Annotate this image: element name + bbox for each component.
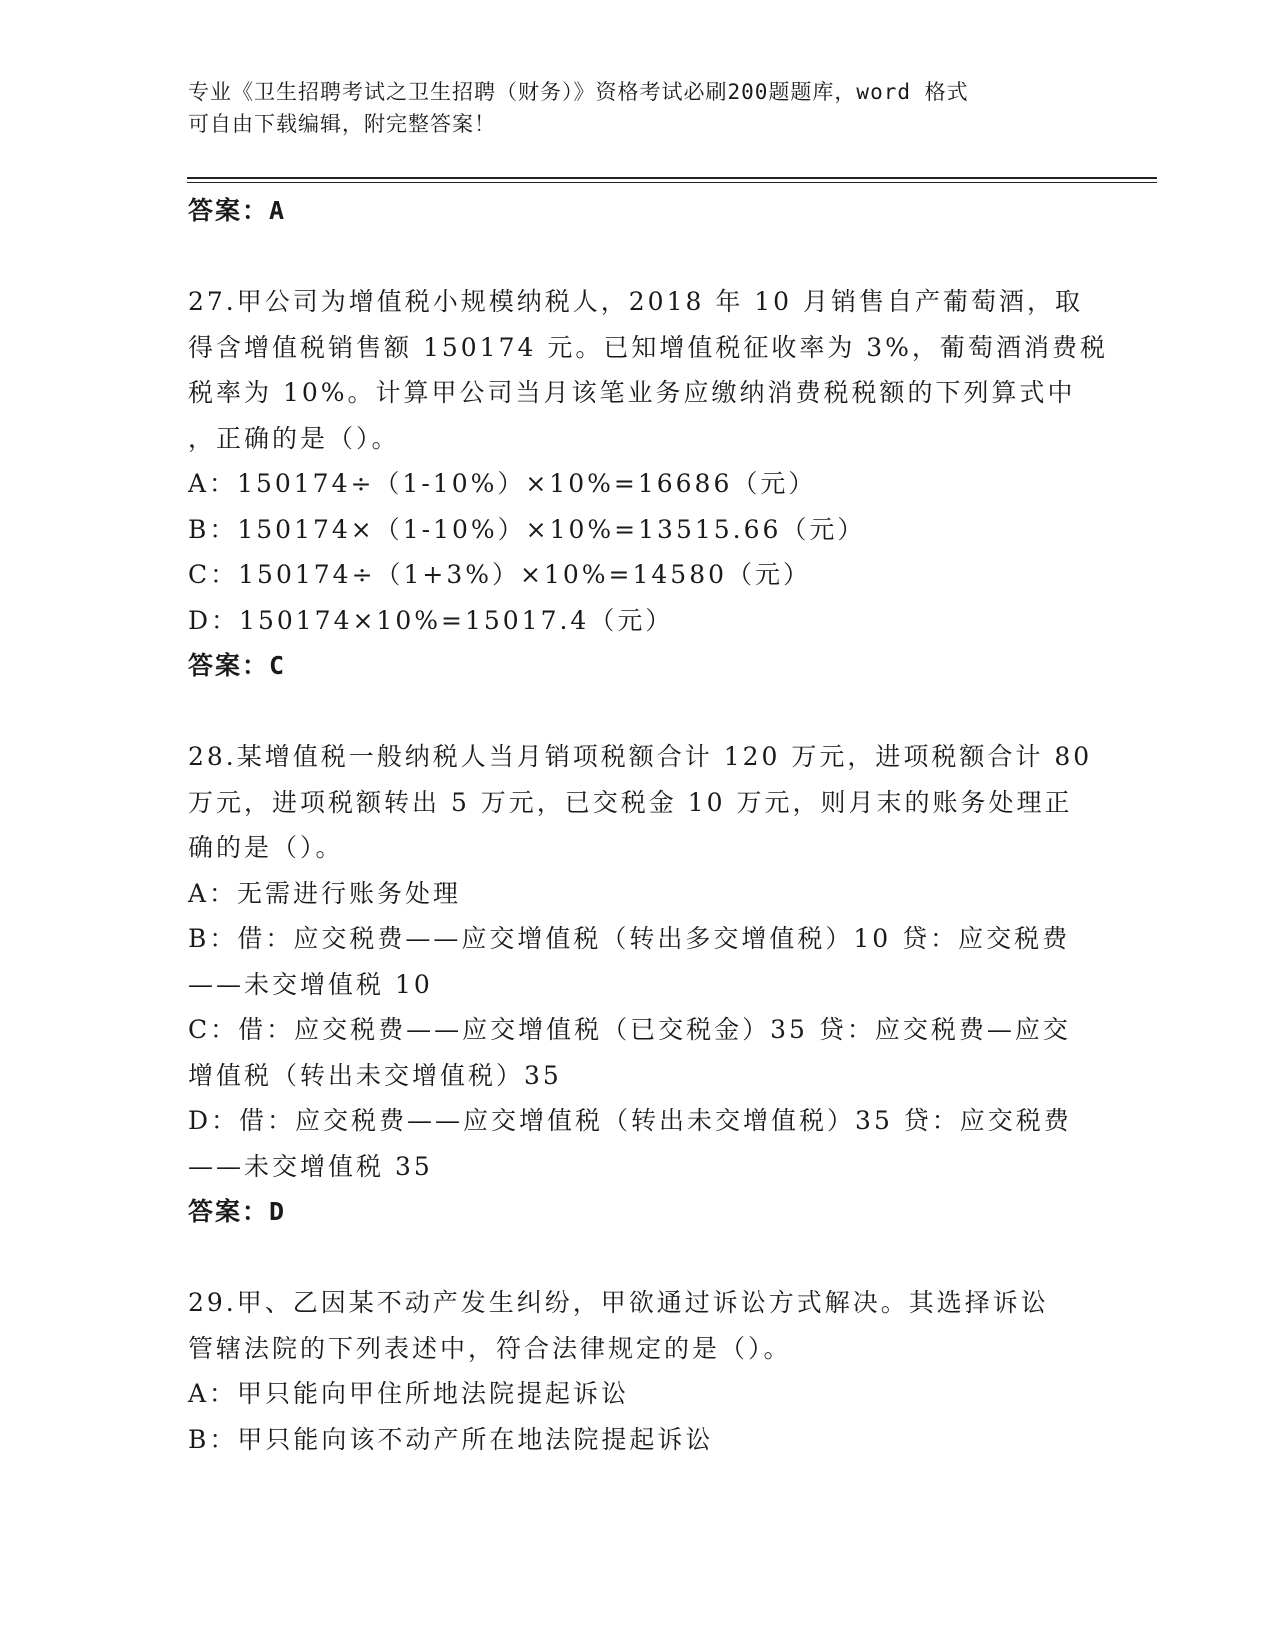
- answer-26: 答案：A: [188, 196, 287, 225]
- question-27-stem-line: 27.甲公司为增值税小规模纳税人，2018 年 10 月销售自产葡萄酒，取: [188, 287, 1084, 316]
- question-28-stem-line: 28.某增值税一般纳税人当月销项税额合计 120 万元，进项税额合计 80: [188, 742, 1093, 771]
- question-27-option-b: B：150174×（1-10%）×10%=13515.66（元）: [188, 514, 866, 544]
- question-29-option-b: B：甲只能向该不动产所在地法院提起诉讼: [188, 1424, 714, 1454]
- question-29-option-a: A：甲只能向甲住所地法院提起诉讼: [188, 1379, 630, 1408]
- question-27: [188, 279, 1108, 689]
- answer-27: 答案：C: [188, 651, 287, 680]
- question-27-stem-line: 得含增值税销售额 150174 元。已知增值税征收率为 3%，葡萄酒消费税: [188, 332, 1108, 362]
- question-28-option-b: B：借：应交税费——应交增值税（转出多交增值税）10 贷：应交税费: [188, 924, 1071, 953]
- question-28-option-a: A：无需进行账务处理: [188, 878, 462, 908]
- answer-28: 答案：D: [188, 1197, 287, 1226]
- question-28-stem-line: 万元，进项税额转出 5 万元，已交税金 10 万元，则月末的账务处理正: [188, 787, 1073, 817]
- question-29-stem-line: 29.甲、乙因某不动产发生纠纷，甲欲通过诉讼方式解决。其选择诉讼: [188, 1288, 1049, 1317]
- question-28: [188, 734, 1093, 1235]
- spacer: [188, 1235, 1088, 1281]
- question-27-option-c: C：150174÷（1+3%）×10%=14580（元）: [188, 560, 812, 589]
- question-27-option-a: A：150174÷（1-10%）×10%=16686（元）: [188, 469, 817, 498]
- question-29-stem-line: 管辖法院的下列表述中，符合法律规定的是（）。: [188, 1333, 792, 1363]
- question-28-option-c-cont: 增值税（转出未交增值税）35: [188, 1060, 562, 1090]
- question-28-option-c: C：借：应交税费——应交增值税（已交税金）35 贷：应交税费—应交: [188, 1015, 1071, 1044]
- header-divider-thick: [187, 177, 1157, 179]
- document-header: [188, 76, 1068, 140]
- question-28-option-d: D：借：应交税费——应交增值税（转出未交增值税）35 贷：应交税费: [188, 1106, 1072, 1135]
- question-28-option-d-cont: ——未交增值税 35: [188, 1151, 433, 1181]
- question-content: [188, 188, 1108, 1462]
- spacer: [188, 234, 1088, 280]
- question-28-option-b-cont: ——未交增值税 10: [188, 969, 433, 999]
- spacer: [188, 689, 1088, 735]
- question-27-stem-line: ，正确的是（）。: [188, 423, 400, 453]
- question-27-option-d: D：150174×10%=15017.4（元）: [188, 605, 674, 635]
- header-line-2: 可自由下载编辑，附完整答案！: [188, 112, 496, 136]
- question-28-stem-line: 确的是（）。: [188, 833, 344, 862]
- header-line-1: 专业《卫生招聘考试之卫生招聘（财务）》资格考试必刷200题题库，word 格式: [188, 80, 969, 104]
- question-29: [188, 1280, 1088, 1462]
- question-27-stem-line: 税率为 10%。计算甲公司当月该笔业务应缴纳消费税税额的下列算式中: [188, 378, 1076, 407]
- header-divider-thin: [187, 182, 1157, 183]
